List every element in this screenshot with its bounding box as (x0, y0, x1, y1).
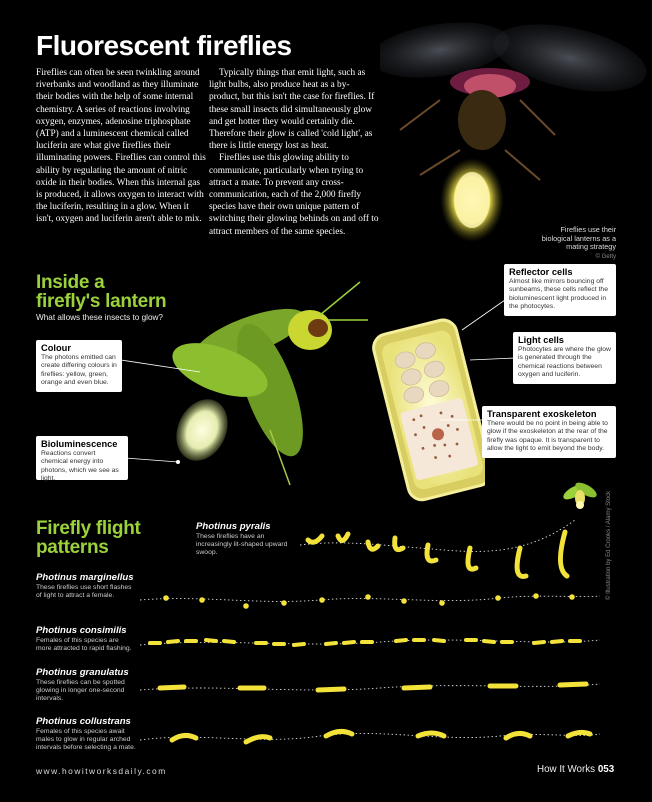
page-title: Fluorescent fireflies (36, 30, 292, 61)
intro-paragraph-1: Typically things that emit light, such as light bulbs, also produce heat as a by-product, but this isn't the case for fireflies. If these small insects did simultaneously glow and get hotter they would certainly die. Therefore their glow is called 'cold light', as there is little energy lost as heat. (209, 68, 375, 152)
callout-exoskeleton-title: Transparent exoskeleton (487, 409, 597, 419)
species-desc: These fireflies use short flashes of light to attract a female. (36, 583, 132, 599)
callout-reflector-text: Almost like mirrors bouncing off sunbeams, these cells reflect the bioluminescent light produced in the photocytes. (509, 278, 608, 310)
lantern-title-line2: firefly's lantern (36, 291, 167, 312)
intro-paragraph-2: Fireflies use this glowing ability to communicate, particularly when trying to attract a mate. To prevent any cross-communication, each of the 2,000 firefly species have their own unique pattern of switching their glowing behinds on and off to attract members of the same species. (209, 153, 379, 237)
flight-title-line2: patterns (36, 537, 109, 558)
species-name: Photinus pyralis (196, 521, 271, 532)
species-desc: These fireflies have an increasingly lit-shaped upward swoop. (196, 532, 288, 556)
callout-colour-text: The photons emitted can create differing colours in fireflies: yellow, green, orange and even blue. (41, 354, 117, 386)
photo-caption-text: Fireflies use their biological lanterns as a mating strategy (541, 225, 616, 252)
species-name: Photinus marginellus (36, 572, 134, 583)
species-desc: Females of this species await males to glow in regular arched intervals before selecting a mate. (36, 727, 136, 751)
callout-reflector-title: Reflector cells (509, 267, 573, 277)
footer-url[interactable]: www.howitworksdaily.com (36, 766, 167, 776)
species-name: Photinus consimilis (36, 625, 127, 636)
lantern-title-line1: Inside a (36, 272, 105, 293)
intro-column-1: Fireflies can often be seen twinkling around riverbanks and woodland as they illuminate their bodies with the help of some internal chemistry. A series of reactions involving oxygen, enzymes, adenosine triphosphate (ATP) and a luminescent chemical called luciferin are what give fireflies their illuminating powers. Fireflies can control this ability by regulating the amount of nitric oxide in their bodies. When this internal gas is produced, it allows oxygen to interact with the luciferin, resulting in a glow. When it isn't, oxygen and luciferin aren't able to mix. (36, 68, 206, 225)
illustration-credit: © Illustration by Ed Crooks / Alamy Stock (606, 490, 612, 600)
callout-bioluminescence-text: Reactions convert chemical energy into photons, which we see as light. (41, 450, 119, 482)
callout-light-cells-title: Light cells (518, 335, 564, 345)
callout-bioluminescence-title: Bioluminescence (41, 439, 118, 449)
callout-light-cells-text: Photocytes are where the glow is generated through the chemical reactions between oxygen and luciferin. (518, 346, 611, 378)
callout-exoskeleton-text: There would be no point in being able to glow if the exoskeleton at the rear of the firefly was opaque. It is transparent to allow the light to emit beyond the body. (487, 420, 608, 452)
photo-credit: © Getty (595, 253, 616, 260)
flight-title-line1: Firefly flight (36, 518, 141, 539)
lantern-subtitle: What allows these insects to glow? (36, 313, 163, 322)
species-name: Photinus collustrans (36, 716, 131, 727)
callout-colour-title: Colour (41, 343, 71, 353)
species-name: Photinus granulatus (36, 667, 129, 678)
magazine-name: How It Works (537, 764, 596, 775)
page-number: 053 (597, 764, 615, 775)
species-desc: Females of this species are more attracted to rapid flashing. (36, 636, 132, 652)
species-desc: These fireflies can be spotted glowing in longer one-second intervals. (36, 678, 125, 702)
footer-magazine (537, 764, 614, 775)
